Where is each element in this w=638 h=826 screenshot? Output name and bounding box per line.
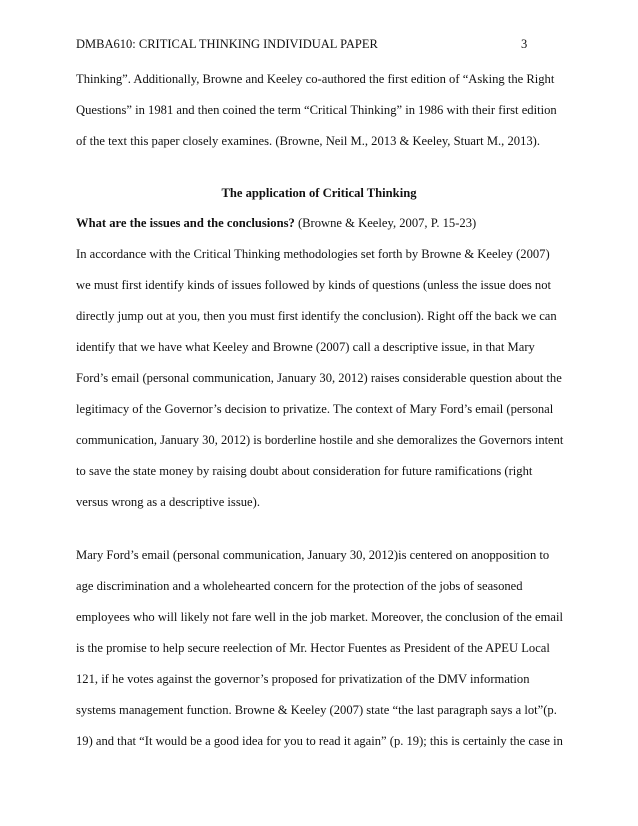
subheading-citation: (Browne & Keeley, 2007, P. 15-23) <box>294 216 477 230</box>
paragraph-line: systems management function. Browne & Keeley (2007) state “the last paragraph says a lot”(p. <box>76 703 557 717</box>
paragraph-line: 19) and that “It would be a good idea for you to read it again” (p. 19); this is certainly the case in <box>76 734 563 748</box>
paragraph-line: Questions” in 1981 and then coined the term “Critical Thinking” in 1986 with their first edition <box>76 103 557 117</box>
subheading-question: What are the issues and the conclusions? <box>76 216 295 230</box>
subheading <box>76 216 476 231</box>
paragraph-line: Thinking”. Additionally, Browne and Keeley co-authored the first edition of “Asking the Right <box>76 72 555 86</box>
paragraph-line: 121, if he votes against the governor’s proposed for privatization of the DMV information <box>76 672 530 686</box>
page-number: 3 <box>521 37 528 51</box>
running-header-title: DMBA610: CRITICAL THINKING INDIVIDUAL PAPER <box>76 37 378 51</box>
section-heading: The application of Critical Thinking <box>221 186 417 200</box>
paragraph-line: Ford’s email (personal communication, January 30, 2012) raises considerable question about the <box>76 371 562 385</box>
paragraph-line: of the text this paper closely examines. (Browne, Neil M., 2013 & Keeley, Stuart M., 2013). <box>76 134 541 148</box>
paragraph-line: to save the state money by raising doubt about consideration for future ramifications (right <box>76 464 533 478</box>
paragraph-line: age discrimination and a wholehearted concern for the protection of the jobs of seasoned <box>76 579 523 593</box>
paragraph-line: versus wrong as a descriptive issue). <box>76 495 260 509</box>
paragraph-line: employees who will likely not fare well in the job market. Moreover, the conclusion of the email <box>76 610 564 624</box>
paragraph-line: communication, January 30, 2012) is borderline hostile and she demoralizes the Governors intent <box>76 433 564 447</box>
paragraph-line: legitimacy of the Governor’s decision to privatize. The context of Mary Ford’s email (personal <box>76 402 554 416</box>
paragraph-line: Mary Ford’s email (personal communication, January 30, 2012)is centered on anopposition to <box>76 548 550 562</box>
paragraph-line: is the promise to help secure reelection of Mr. Hector Fuentes as President of the APEU Local <box>76 641 550 655</box>
paragraph-line: we must first identify kinds of issues followed by kinds of questions (unless the issue does not <box>76 278 552 292</box>
paragraph-line: directly jump out at you, then you must first identify the conclusion). Right off the back we can <box>76 309 557 323</box>
paragraph-line: In accordance with the Critical Thinking methodologies set forth by Browne & Keeley (2007) <box>76 247 550 261</box>
paragraph-line: identify that we have what Keeley and Browne (2007) call a descriptive issue, in that Mary <box>76 340 535 354</box>
